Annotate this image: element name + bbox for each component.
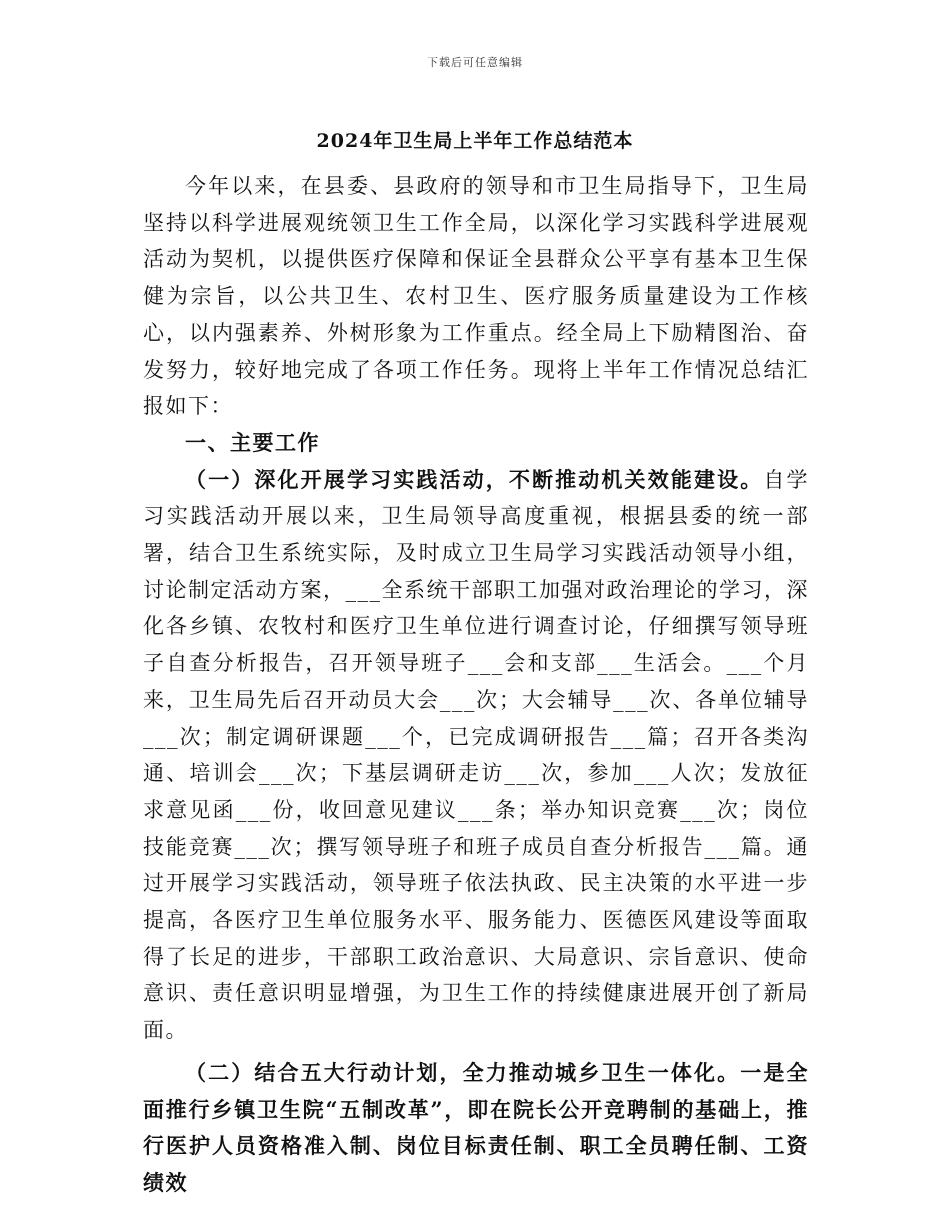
item-1-body: 自学习实践活动开展以来，卫生局领导高度重视，根据县委的统一部署，结合卫生系统实际，及时成立卫生局学习实践活动领导小组，讨论制定活动方案，___全系统干部职工加强对政治理论的学习，深化各乡镇、农牧村和医疗卫生单位进行调查讨论，仔细撰写领导班子自查分析报告，召开领导班子___会和支部___生活会。___个月来，卫生局先后召开动员大会___次；大会辅导___次、各单位辅导___次；制定调研课题___个，已完成调研报告___篇；召开各类沟通、培训会___次；下基层调研走访___次，参加___人次；发放征求意见函___份，收回意见建议___条；举办知识竞赛___次；岗位技能竞赛___次；撰写领导班子和班子成员自查分析报告___篇。通过开展学习实践活动，领导班子依法执政、民主决策的水平进一步提高，各医疗卫生单位服务水平、服务能力、医德医风建设等面取得了长足的进步，干部职工政治意识、大局意识、宗旨意识、使命意识、责任意识明显增强，为卫生工作的持续健康进展开创了新局面。 [143, 467, 810, 1043]
item-1-heading: （一）深化开展学习实践活动，不断推动机关效能建设。 [185, 466, 764, 492]
section-heading-main-work: 一、主要工作 [185, 429, 320, 455]
header-note: 下载后可任意编辑 [427, 56, 523, 69]
document-title: 2024年卫生局上半年工作总结范本 [316, 130, 634, 152]
item-2-paragraph: （二）结合五大行动计划，全力推动城乡卫生一体化。一是全面推行乡镇卫生院“五制改革”，即在院长公开竞聘制的基础上，推行医护人员资格准入制、岗位目标责任制、职工全员聘任制、工资绩效 [143, 1059, 809, 1195]
item-1-paragraph [143, 462, 809, 1049]
document-body [143, 168, 809, 1202]
intro-paragraph: 今年以来，在县委、县政府的领导和市卫生局指导下，卫生局坚持以科学进展观统领卫生工作全局，以深化学习实践科学进展观活动为契机，以提供医疗保障和保证全县群众公平享有基本卫生保健为宗旨，以公共卫生、农村卫生、医疗服务质量建设为工作核心，以内强素养、外树形象为工作重点。经全局上下励精图治、奋发努力，较好地完成了各项工作任务。现将上半年工作情况总结汇报如下： [143, 174, 809, 419]
